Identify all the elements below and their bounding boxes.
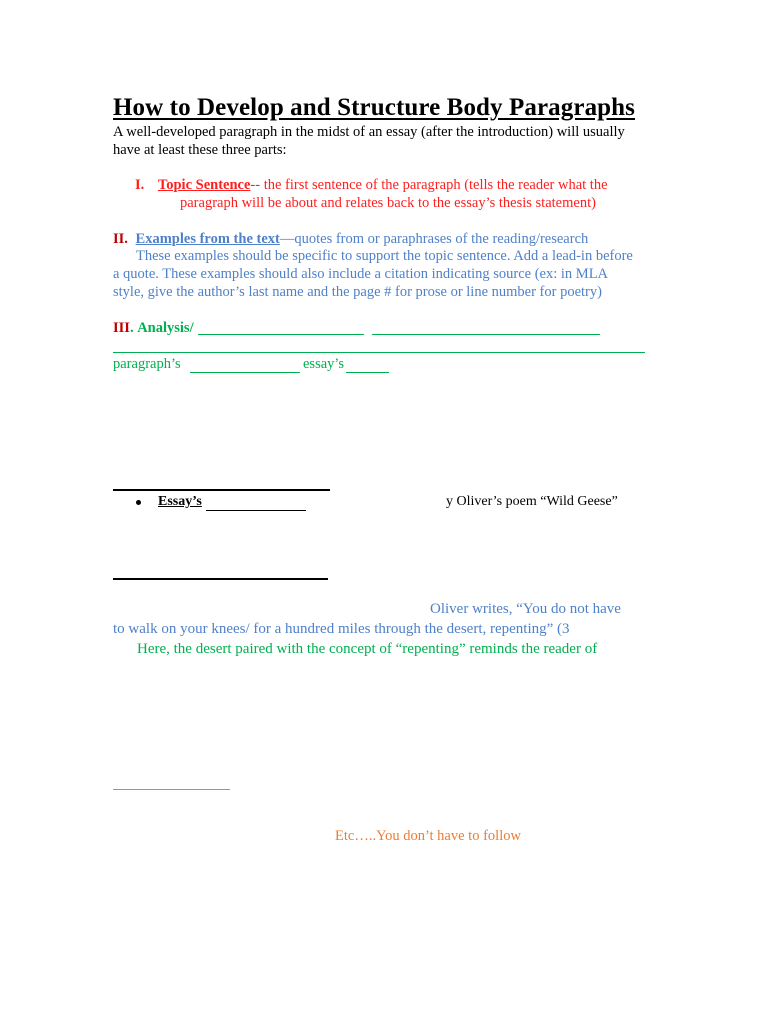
page-title: How to Develop and Structure Body Paragraphs xyxy=(113,94,636,121)
rule-2 xyxy=(113,578,328,580)
part-3-blank-4 xyxy=(190,372,300,373)
orange-blank xyxy=(113,789,230,790)
part-2-text-3: a quote. These examples should also include a citation indicating source (ex: in MLA xyxy=(113,266,609,282)
bullet-label: Essay’s xyxy=(158,494,202,509)
part-3-blank-5 xyxy=(346,372,389,373)
bullet-blank xyxy=(206,510,306,511)
part-3-blank-2 xyxy=(372,334,600,335)
quote-line-2: to walk on your knees/ for a hundred miles through the desert, repenting” (3 xyxy=(113,621,570,637)
part-2-heading: Examples from the text xyxy=(135,231,280,247)
part-3-line-1 xyxy=(113,320,194,337)
quote-line-1: Oliver writes, “You do not have xyxy=(430,601,621,617)
bullet-icon xyxy=(136,500,141,505)
part-2-text-1: —quotes from or paraphrases of the reading/research xyxy=(279,231,589,247)
analysis-line: Here, the desert paired with the concept of “repenting” reminds the reader of xyxy=(137,641,598,657)
part-1-numeral: I. xyxy=(135,177,145,193)
part-2-text-4: style, give the author’s last name and the page # for prose or line number for poetry) xyxy=(113,284,602,300)
part-1-heading: Topic Sentence xyxy=(157,177,251,193)
part-3-heading: Analysis/ xyxy=(137,320,194,336)
part-3-paragraphs: paragraph’s xyxy=(113,356,181,372)
part-3-blank-3 xyxy=(113,352,645,353)
part-1-text-1: -- the first sentence of the paragraph (tells the reader what the xyxy=(250,177,608,193)
intro-line-2: have at least these three parts: xyxy=(113,142,287,158)
part-2-line-1 xyxy=(113,231,588,248)
part-3-essays: essay’s xyxy=(303,356,345,372)
part-2-numeral: II. xyxy=(113,231,128,247)
intro-line-1: A well-developed paragraph in the midst of an essay (after the introduction) will usually xyxy=(113,124,625,140)
part-3-numeral: III xyxy=(113,320,130,336)
part-3-blank-1 xyxy=(198,334,364,335)
part-2-text-2: These examples should be specific to support the topic sentence. Add a lead-in before xyxy=(136,248,633,264)
etc-note: Etc…..You don’t have to follow xyxy=(335,828,521,844)
part-3-dot: . xyxy=(129,320,134,336)
poem-reference: y Oliver’s poem “Wild Geese” xyxy=(446,494,618,509)
part-1-line-1 xyxy=(135,177,608,194)
part-1-text-2: paragraph will be about and relates back to the essay’s thesis statement) xyxy=(180,195,596,211)
rule-1 xyxy=(113,489,330,491)
